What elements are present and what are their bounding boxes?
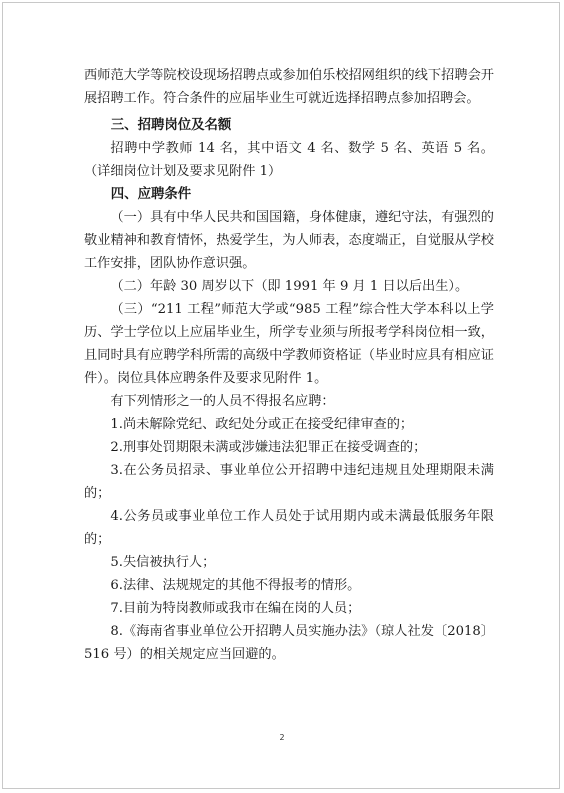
exclusion-item: 1.尚未解除党纪、政纪处分或正在接受纪律审查的； [110, 417, 414, 432]
exclusion-intro: 有下列情形之一的人员不得报名应聘： [110, 394, 335, 409]
section-heading-requirements: 四、应聘条件 [110, 187, 192, 202]
section-heading-positions: 三、招聘岗位及名额 [110, 118, 232, 133]
exclusion-item: 4.公务员或事业单位工作人员处于试用期内或未满最低服务年限的； [84, 509, 494, 547]
page-number: 2 [279, 733, 285, 742]
exclusion-item: 8.《海南省事业单位公开招聘人员实施办法》（琼人社发〔2018〕516 号）的相关规定应当回避的。 [84, 624, 494, 662]
exclusion-item: 6.法律、法规规定的其他不得报考的情形。 [110, 578, 361, 593]
intro-paragraph: 西师范大学等院校设现场招聘点或参加伯乐校招网组织的线下招聘会开展招聘工作。符合条件的应届毕业生可就近选择招聘点参加招聘会。 [84, 68, 494, 106]
condition-paragraph-3: （三）“211 工程”师范大学或“985 工程”综合性大学本科以上学历、学士学位以上应届毕业生，所学专业须与所报考学科岗位相一致，且同时具有应聘学科所需的高级中学教师资格证（毕业时应具有相应证件）。岗位具体应聘条件及要求见附件 1。 [84, 302, 494, 386]
positions-paragraph: 招聘中学教师 14 名，其中语文 4 名、数学 5 名、英语 5 名。（详细岗位计划及要求见附件 1） [84, 141, 494, 179]
condition-paragraph-1: （一）具有中华人民共和国国籍，身体健康，遵纪守法，有强烈的敬业精神和教育情怀，热爱学生，为人师表，态度端正，自觉服从学校工作安排，团队协作意识强。 [84, 210, 494, 271]
exclusion-item: 2.刑事处罚期限未满或涉嫌违法犯罪正在接受调查的； [110, 440, 427, 455]
condition-paragraph-2: （二）年龄 30 周岁以下（即 1991 年 9 月 1 日以后出生）。 [110, 279, 469, 294]
exclusion-item: 7.目前为特岗教师或我市在编在岗的人员； [110, 601, 361, 616]
document-body [84, 64, 494, 666]
exclusion-item: 5.失信被执行人； [110, 555, 216, 570]
exclusion-item: 3.在公务员招录、事业单位公开招聘中违纪违规且处理期限未满的； [84, 463, 494, 501]
